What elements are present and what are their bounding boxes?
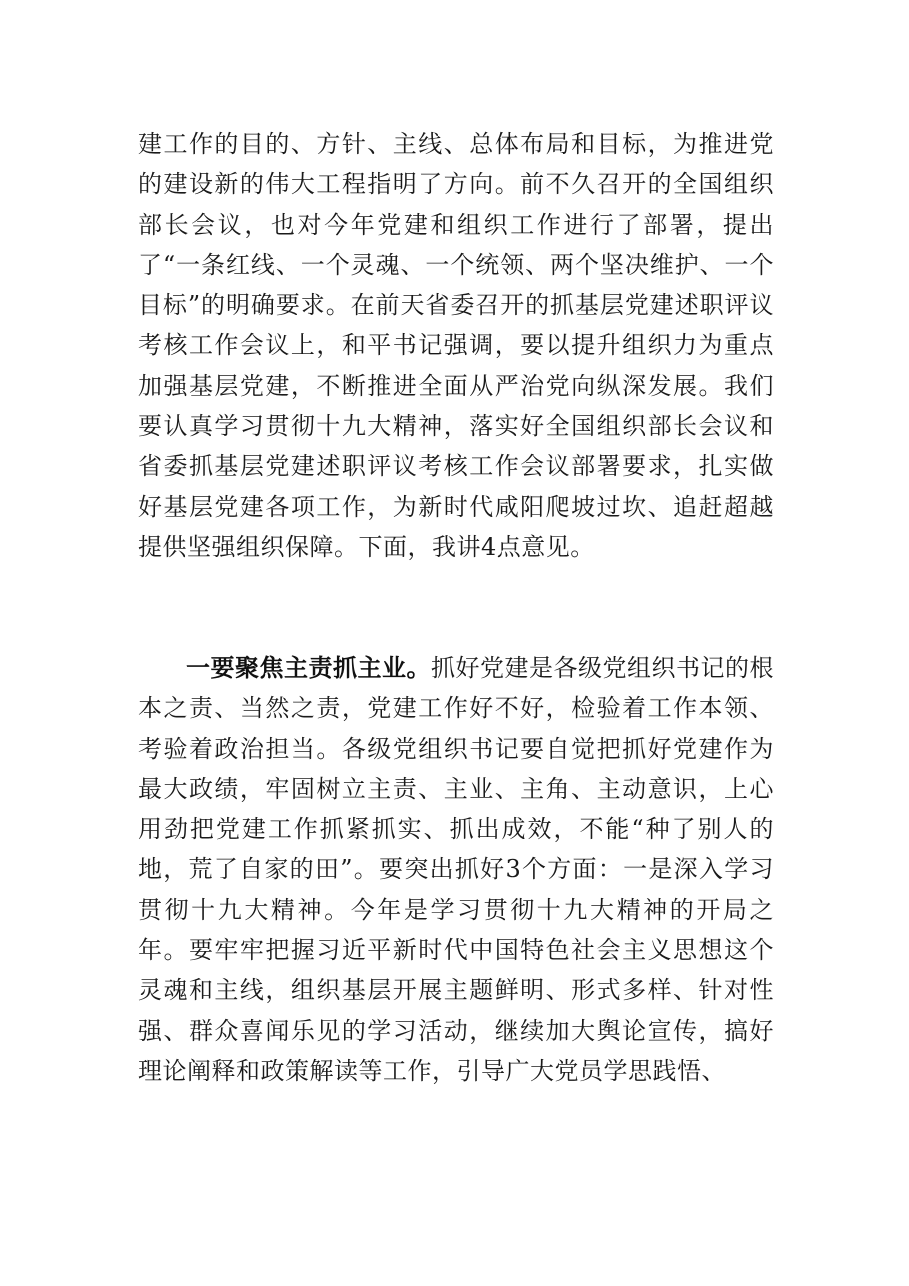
paragraph-2-body-text: 抓好党建是各级党组织书记的根本之责、当然之责，党建工作好不好，检验着工作本领、考验着政治担当。各级党组织书记要自觉把抓好党建作为最大政绩，牢固树立主责、主业、主角、主动意识，上心用劲把党建工作抓紧抓实、抓出成效，不能“种了别人的地，荒了自家的田”。要突出抓好3个方面：一是深入学习贯彻十九大精神。今年是学习贯彻十九大精神的开局之年。要牢牢把握习近平新时代中国特色社会主义思想这个灵魂和主线，组织基层开展主题鲜明、形式多样、针对性强、群众喜闻乐见的学习活动，继续加大舆论宣传，搞好理论阐释和政策解读等工作，引导广大党员学思践悟、 — [138, 654, 774, 1085]
paragraph-lead-heading: 一要聚焦主责抓主业。 — [186, 653, 431, 682]
body-paragraph-2 — [138, 648, 774, 1091]
body-paragraph-1: 建工作的目的、方针、主线、总体布局和目标，为推进党的建设新的伟大工程指明了方向。前不久召开的全国组织部长会议，也对今年党建和组织工作进行了部署，提出了“一条红线、一个灵魂、一个统领、两个坚决维护、一个目标”的明确要求。在前天省委召开的抓基层党建述职评议考核工作会议上，和平书记强调，要以提升组织力为重点加强基层党建，不断推进全面从严治党向纵深发展。我们要认真学习贯彻十九大精神，落实好全国组织部长会议和省委抓基层党建述职评议考核工作会议部署要求，扎实做好基层党建各项工作，为新时代咸阳爬坡过坎、追赶超越提供坚强组织保障。下面，我讲4点意见。 — [138, 130, 774, 561]
